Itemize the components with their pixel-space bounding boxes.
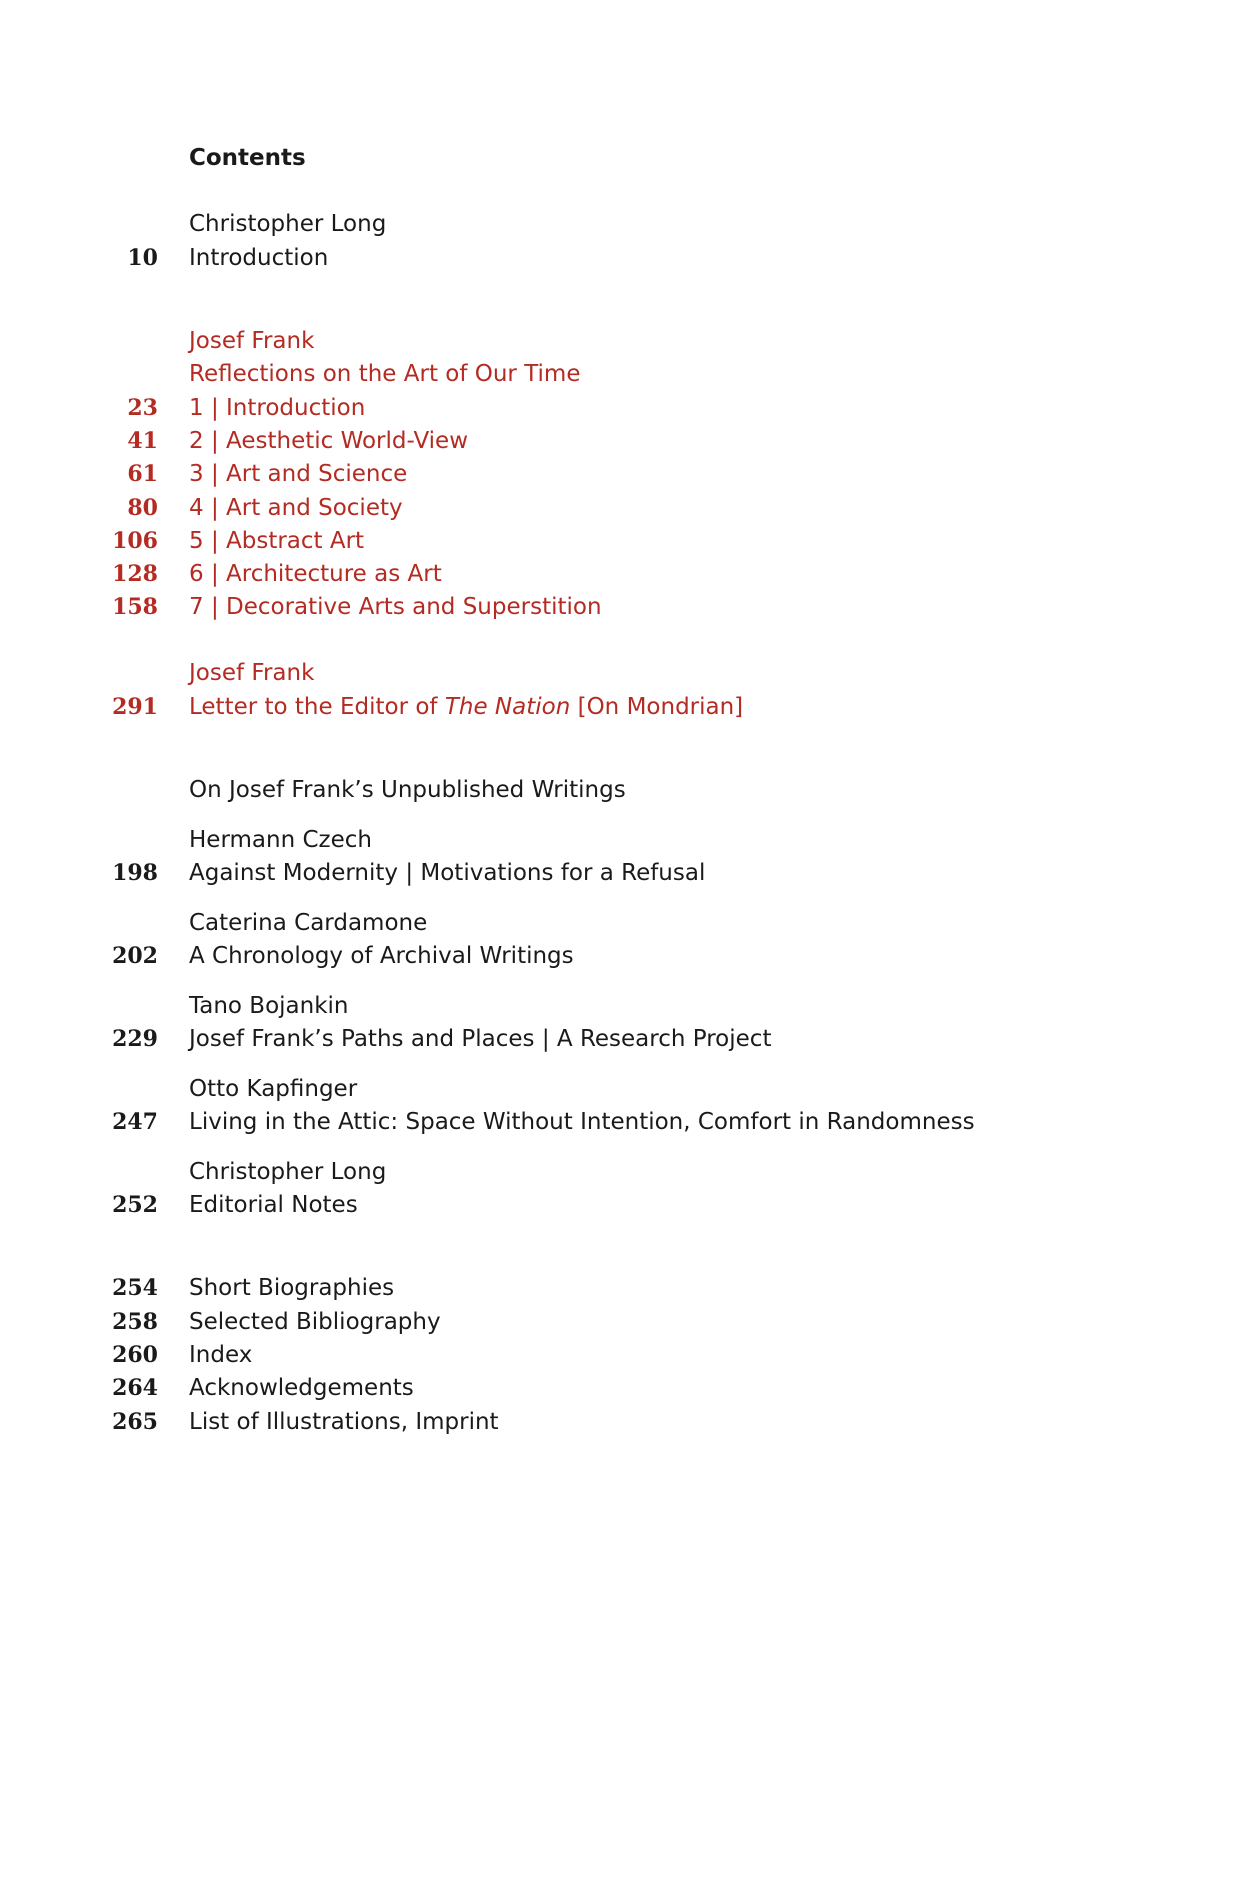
toc-entry[interactable] [0,1338,1260,1372]
toc-author: Josef Frank [189,328,315,354]
toc-book-title-row [0,357,1260,391]
toc-title-prefix: Letter to the Editor of [189,694,445,720]
toc-title-suffix: [On Mondrian] [570,694,744,720]
toc-chapter-entry[interactable] [0,590,1260,624]
toc-title: Index [189,1342,253,1368]
toc-title: 7 | Decorative Arts and Superstition [189,594,602,620]
toc-title: Living in the Attic: Space Without Intention, Comfort in Randomness [189,1109,975,1135]
toc-page-number: 61 [127,461,158,487]
toc-title: 3 | Art and Science [189,461,408,487]
toc-page-number: 258 [112,1309,158,1335]
toc-author-row [0,906,1260,940]
toc-author-row [0,1072,1260,1106]
toc-entry[interactable] [0,1371,1260,1405]
page-title: Contents [189,145,306,171]
toc-chapter-entry[interactable] [0,424,1260,458]
toc-title: List of Illustrations, Imprint [189,1409,499,1435]
toc-title: Against Modernity | Motivations for a Refusal [189,860,706,886]
toc-author: Hermann Czech [189,827,372,853]
toc-author-row [0,989,1260,1023]
toc-page-number: 260 [112,1342,158,1368]
toc-author-row [0,207,1260,241]
toc-title: Acknowledgements [189,1375,414,1401]
toc-section-heading-row [0,773,1260,807]
toc-chapter-entry[interactable] [0,524,1260,558]
toc-title: A Chronology of Archival Writings [189,943,574,969]
toc-author: Christopher Long [189,1159,387,1185]
toc-title [189,690,743,724]
toc-entry[interactable] [0,856,1260,890]
toc-title: Josef Frank’s Paths and Places | A Research Project [189,1026,772,1052]
toc-entry[interactable] [0,1188,1260,1222]
toc-author-row [0,656,1260,690]
toc-chapter-entry[interactable] [0,457,1260,491]
toc-entry[interactable] [0,241,1260,275]
toc-page-number: 198 [112,860,158,886]
toc-page-number: 158 [112,594,158,620]
toc-page-number: 252 [112,1192,158,1218]
toc-entry[interactable] [0,1105,1260,1139]
toc-page-number: 80 [127,495,158,521]
toc-author: Caterina Cardamone [189,910,428,936]
toc-page-number: 41 [127,428,158,454]
toc-page-number: 229 [112,1026,158,1052]
toc-book-title: Reflections on the Art of Our Time [189,361,581,387]
toc-section-heading: On Josef Frank’s Unpublished Writings [189,777,626,803]
toc-page-number: 10 [127,245,158,271]
toc-author-row [0,823,1260,857]
toc-title: Introduction [189,245,329,271]
toc-title-italic: The Nation [444,694,571,720]
toc-title: Short Biographies [189,1275,395,1301]
toc-title: 5 | Abstract Art [189,528,365,554]
toc-author-row [0,1155,1260,1189]
toc-entry[interactable] [0,1271,1260,1305]
toc-title: 6 | Architecture as Art [189,561,442,587]
toc-title: 1 | Introduction [189,395,366,421]
toc-author: Otto Kapfinger [189,1076,358,1102]
toc-title: Selected Bibliography [189,1309,441,1335]
toc-title: 4 | Art and Society [189,495,403,521]
toc-page-number: 202 [112,943,158,969]
toc-author: Christopher Long [189,211,387,237]
toc-entry[interactable] [0,1405,1260,1439]
toc-page-number: 264 [112,1375,158,1401]
toc-title: Editorial Notes [189,1192,358,1218]
toc-page-number: 23 [127,395,158,421]
toc-entry[interactable] [0,690,1260,724]
toc-entry[interactable] [0,1022,1260,1056]
toc-entry[interactable] [0,939,1260,973]
toc-entry[interactable] [0,1305,1260,1339]
toc-page-number: 254 [112,1275,158,1301]
toc-title: 2 | Aesthetic World-View [189,428,469,454]
toc-author: Tano Bojankin [189,993,349,1019]
toc-chapter-entry[interactable] [0,391,1260,425]
toc-author: Josef Frank [189,660,315,686]
toc-page-number: 291 [112,694,158,720]
toc-page-number: 128 [112,561,158,587]
toc-author-row [0,324,1260,358]
toc-page-number: 247 [112,1109,158,1135]
toc-chapter-entry[interactable] [0,491,1260,525]
toc-page-number: 265 [112,1409,158,1435]
toc-page-number: 106 [112,528,158,554]
toc-chapter-entry[interactable] [0,557,1260,591]
